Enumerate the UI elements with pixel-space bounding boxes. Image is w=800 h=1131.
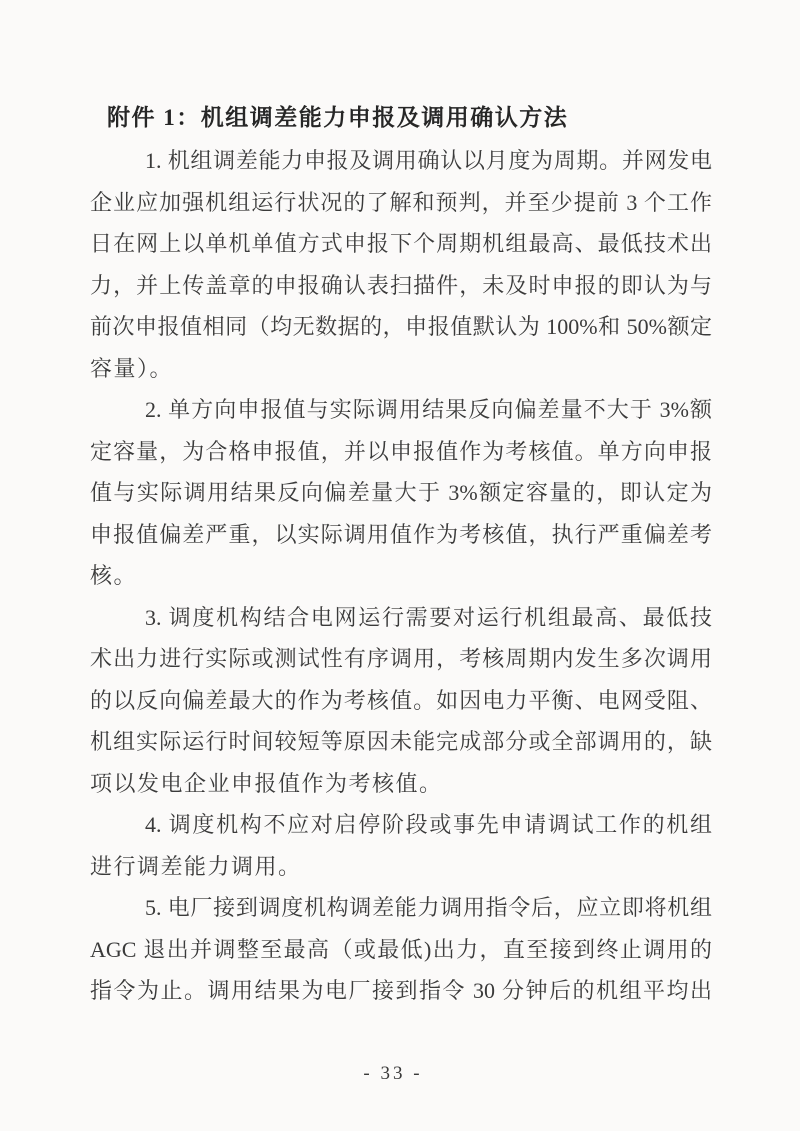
text-line: 容量）。 (90, 355, 174, 381)
text-line: 术出力进行实际或测试性有序调用，考核周期内发生多次调用 (90, 646, 712, 671)
text-line: 企业应加强机组运行状况的了解和预判，并至少提前 3 个工作 (90, 189, 712, 215)
text-line: 项以发电企业申报值作为考核值。 (90, 770, 443, 796)
page-number: - 33 - (363, 1063, 423, 1084)
text-line: 核。 (90, 563, 138, 588)
text-line: 机组实际运行时间较短等原因未能完成部分或全部调用的，缺 (90, 729, 712, 754)
text-line: 日在网上以单机单值方式申报下个周期机组最高、最低技术出 (90, 231, 712, 256)
text-line: 1. 机组调差能力申报及调用确认以月度为周期。并网发电 (145, 148, 712, 173)
text-line: 的以反向偏差最大的作为考核值。如因电力平衡、电网受阻、 (90, 687, 712, 713)
text-line: 5. 电厂接到调度机构调差能力调用指令后，应立即将机组 (145, 895, 712, 920)
attachment-title: 附件 1：机组调差能力申报及调用确认方法 (107, 105, 569, 130)
text-line: 申报值偏差严重，以实际调用值作为考核值，执行严重偏差考 (90, 521, 712, 547)
text-line: 4. 调度机构不应对启停阶段或事先申请调试工作的机组 (145, 812, 712, 837)
text-line: 3. 调度机构结合电网运行需要对运行机组最高、最低技 (145, 604, 712, 630)
text-line: 力，并上传盖章的申报确认表扫描件，未及时申报的即认为与 (90, 272, 712, 298)
text-line: AGC 退出并调整至最高（或最低)出力，直至接到终止调用的 (90, 936, 712, 962)
text-line: 定容量，为合格申报值，并以申报值作为考核值。单方向申报 (90, 438, 712, 464)
text-line: 进行调差能力调用。 (90, 853, 302, 879)
text-line: 指令为止。调用结果为电厂接到指令 30 分钟后的机组平均出 (90, 978, 712, 1003)
document-body (90, 140, 712, 1012)
text-line: 2. 单方向申报值与实际调用结果反向偏差量不大于 3%额 (145, 397, 712, 422)
text-line: 值与实际调用结果反向偏差量大于 3%额定容量的，即认定为 (90, 480, 712, 505)
text-line: 前次申报值相同（均无数据的，申报值默认为 100%和 50%额定 (90, 314, 712, 339)
